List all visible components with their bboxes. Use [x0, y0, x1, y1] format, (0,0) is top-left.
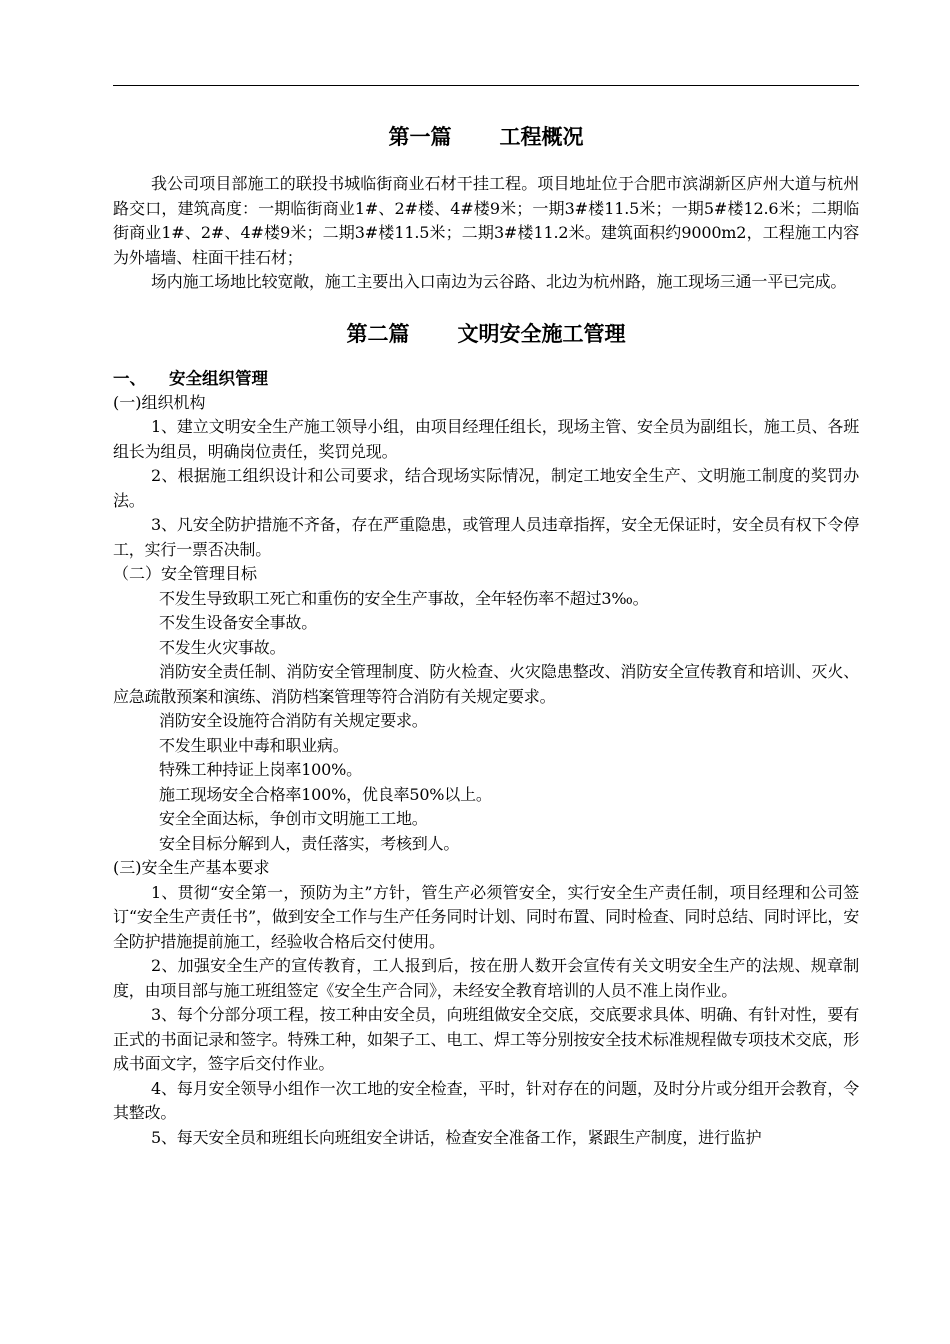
document-body: [113, 118, 859, 1150]
header-rule: [113, 85, 859, 86]
org-paragraph: 3、凡安全防护措施不齐备，存在严重隐患，或管理人员违章指挥，安全无保证时，安全员有权下令停工，实行一票否决制。: [113, 515, 859, 559]
requirement-paragraph: 1、贯彻“安全第一，预防为主”方针，管生产必须管安全，实行安全生产责任制，项目经理和公司签订“安全生产责任书”，做到安全工作与生产任务同时计划、同时布置、同时检查、同时总结、同时评比，安全防护措施提前施工，经验收合格后交付使用。: [113, 882, 859, 951]
goal-item: 不发生职业中毒和职业病。: [159, 735, 349, 755]
part1-paragraph: 我公司项目部施工的联投书城临街商业石材干挂工程。项目地址位于合肥市滨湖新区庐州大道与杭州路交口，建筑高度：一期临街商业1#、2#楼、4#楼9米；一期3#楼11.5米；一期5#楼12.6米；二期临街商业1#、2#、4#楼9米；二期3#楼11.5米；二期3#楼11.2米。建筑面积约9000m2，工程施工内容为外墙墙、柱面干挂石材；: [113, 174, 859, 267]
goal-item: 特殊工种持证上岗率100%。: [159, 760, 362, 779]
goal-item: 消防安全设施符合消防有关规定要求。: [159, 711, 428, 730]
subsection-title: (三)安全生产基本要求: [113, 858, 270, 877]
section-number: 一、: [113, 368, 146, 388]
part2-title-right: 文明安全施工管理: [457, 321, 626, 346]
section-heading: [113, 367, 859, 391]
goal-item: 消防安全责任制、消防安全管理制度、防火检查、火灾隐患整改、消防安全宣传教育和培训、灭火、应急疏散预案和演练、消防档案管理等符合消防有关规定要求。: [113, 662, 859, 706]
org-paragraph: 1、建立文明安全生产施工领导小组，由项目经理任组长，现场主管、安全员为副组长，施工员、各班组长为组员，明确岗位责任，奖罚兑现。: [113, 417, 859, 461]
subsection-title: （二）安全管理目标: [113, 564, 258, 583]
goal-item: 安全目标分解到人，责任落实，考核到人。: [159, 833, 460, 853]
requirement-paragraph: 3、每个分部分项工程，按工种由安全员，向班组做安全交底，交底要求具体、明确、有针对性，要有正式的书面记录和签字。特殊工种，如架子工、电工、焊工等分别按安全技术标准规程做专项技术交底，形成书面文字，签字后交付作业。: [113, 1005, 859, 1073]
part1-title-right: 工程概况: [499, 125, 584, 149]
part2-title: [113, 315, 859, 353]
subsection-title: (一)组织机构: [113, 392, 206, 412]
section-title: 安全组织管理: [169, 368, 268, 388]
part1-paragraph: 场内施工场地比较宽敞，施工主要出入口南边为云谷路、北边为杭州路，施工现场三通一平已完成。: [151, 272, 847, 291]
requirement-paragraph: 5、每天安全员和班组长向班组安全讲话，检查安全准备工作，紧跟生产制度，进行监护: [151, 1127, 762, 1147]
requirement-paragraph: 2、加强安全生产的宣传教育，工人报到后，按在册人数开会宣传有关文明安全生产的法规、规章制度，由项目部与施工班组签定《安全生产合同》，未经安全教育培训的人员不准上岗作业。: [113, 956, 859, 1000]
goal-item: 不发生导致职工死亡和重伤的安全生产事故，全年轻伤率不超过3‰。: [159, 588, 649, 608]
part2-title-left: 第二篇: [346, 321, 410, 346]
goal-item: 施工现场安全合格率100%，优良率50%以上。: [159, 784, 492, 804]
goal-item: 不发生火灾事故。: [159, 637, 286, 657]
part1-title: [113, 118, 859, 156]
requirement-paragraph: 4、每月安全领导小组作一次工地的安全检查，平时，针对存在的问题，及时分片或分组开会教育，令其整改。: [113, 1078, 859, 1122]
org-paragraph: 2、根据施工组织设计和公司要求，结合现场实际情况，制定工地安全生产、文明施工制度的奖罚办法。: [113, 466, 859, 510]
part1-title-left: 第一篇: [388, 125, 452, 149]
goal-item: 安全全面达标，争创市文明施工工地。: [159, 809, 428, 828]
goal-item: 不发生设备安全事故。: [159, 613, 318, 632]
